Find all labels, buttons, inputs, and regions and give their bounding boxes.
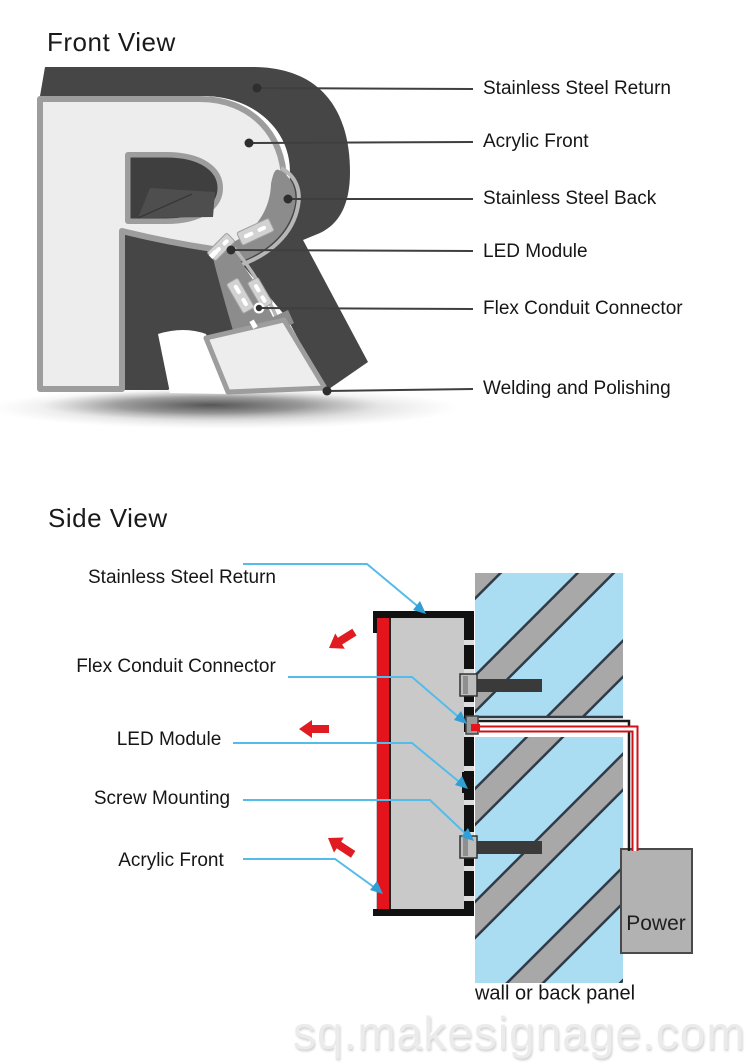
side-label-acrylic-front: Acrylic Front: [118, 850, 224, 871]
front-label-led-module: LED Module: [483, 241, 588, 262]
side-label-led-module: LED Module: [116, 729, 222, 750]
side-label-screw-mounting: Screw Mounting: [93, 788, 231, 809]
flex-conduit-connector-side: [466, 716, 480, 734]
letter-counter-hole: [128, 155, 220, 221]
front-label-flex-conduit-connector: Flex Conduit Connector: [483, 298, 683, 319]
watermark-text: sq.makesignage.com: [293, 1007, 746, 1059]
power-box-label: Power: [626, 912, 686, 935]
wall-panel: [475, 573, 623, 983]
acrylic-front-strip: [377, 618, 389, 909]
front-label-acrylic-front: Acrylic Front: [483, 131, 589, 152]
side-view-graphic: [0, 470, 750, 1064]
front-view-title: Front View: [47, 27, 176, 57]
side-label-stainless-steel-return: Stainless Steel Return: [88, 567, 276, 588]
side-label-flex-conduit-connector: Flex Conduit Connector: [76, 656, 276, 677]
letter-can: [373, 611, 474, 916]
wall-panel-label: wall or back panel: [474, 982, 636, 1005]
leader-acrylic-front: [243, 859, 378, 890]
power-supply-box: [621, 849, 692, 953]
front-label-stainless-steel-return: Stainless Steel Return: [483, 78, 671, 99]
front-label-stainless-steel-back: Stainless Steel Back: [483, 188, 657, 209]
front-label-welding-polishing: Welding and Polishing: [483, 378, 671, 399]
side-view-title: Side View: [48, 503, 168, 533]
can-bottom-return: [373, 909, 474, 916]
